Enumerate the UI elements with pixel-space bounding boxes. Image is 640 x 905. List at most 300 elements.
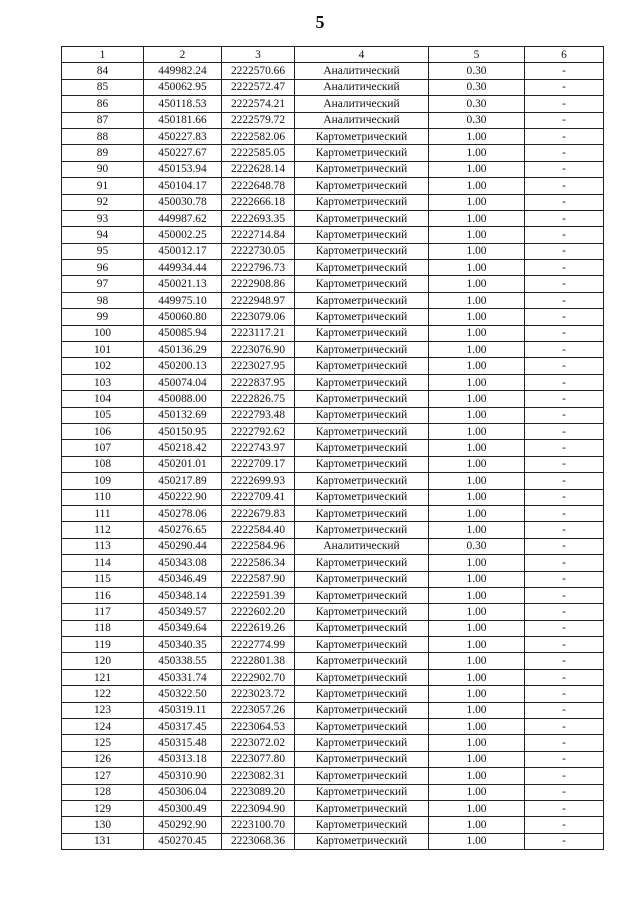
x-coordinate-cell: 450270.45: [144, 833, 222, 849]
accuracy-cell: 1.00: [429, 194, 525, 210]
y-coordinate-cell: 2223027.95: [222, 358, 295, 374]
method-cell: Картометрический: [295, 440, 429, 456]
x-coordinate-cell: 450349.64: [144, 620, 222, 636]
description-cell: -: [525, 325, 604, 341]
accuracy-cell: 1.00: [429, 653, 525, 669]
y-coordinate-cell: 2223068.36: [222, 833, 295, 849]
description-cell: -: [525, 194, 604, 210]
description-cell: -: [525, 522, 604, 538]
table-row: [62, 637, 604, 653]
description-cell: -: [525, 227, 604, 243]
y-coordinate-cell: 2223077.80: [222, 751, 295, 767]
point-number-cell: 111: [62, 505, 144, 521]
table-row: [62, 161, 604, 177]
header-row: [62, 47, 604, 63]
point-number-cell: 103: [62, 374, 144, 390]
y-coordinate-cell: 2222591.39: [222, 587, 295, 603]
accuracy-cell: 1.00: [429, 833, 525, 849]
y-coordinate-cell: 2222574.21: [222, 96, 295, 112]
table-row: [62, 620, 604, 636]
table-row: [62, 800, 604, 816]
x-coordinate-cell: 450292.90: [144, 817, 222, 833]
method-cell: Картометрический: [295, 587, 429, 603]
table-row: [62, 260, 604, 276]
point-number-cell: 97: [62, 276, 144, 292]
point-number-cell: 108: [62, 456, 144, 472]
y-coordinate-cell: 2223089.20: [222, 784, 295, 800]
description-cell: -: [525, 587, 604, 603]
y-coordinate-cell: 2222587.90: [222, 571, 295, 587]
table-row: [62, 456, 604, 472]
table-row: [62, 702, 604, 718]
method-cell: Картометрический: [295, 178, 429, 194]
accuracy-cell: 1.00: [429, 817, 525, 833]
method-cell: Картометрический: [295, 768, 429, 784]
description-cell: -: [525, 555, 604, 571]
accuracy-cell: 1.00: [429, 128, 525, 144]
table-row: [62, 342, 604, 358]
table-row: [62, 276, 604, 292]
description-cell: -: [525, 751, 604, 767]
x-coordinate-cell: 450338.55: [144, 653, 222, 669]
accuracy-cell: 0.30: [429, 538, 525, 554]
method-cell: Картометрический: [295, 555, 429, 571]
table-row: [62, 604, 604, 620]
description-cell: -: [525, 309, 604, 325]
y-coordinate-cell: 2223064.53: [222, 719, 295, 735]
y-coordinate-cell: 2222572.47: [222, 79, 295, 95]
point-number-cell: 131: [62, 833, 144, 849]
method-cell: Картометрический: [295, 686, 429, 702]
column-header-1: 1: [62, 47, 144, 63]
description-cell: -: [525, 489, 604, 505]
point-number-cell: 125: [62, 735, 144, 751]
y-coordinate-cell: 2222693.35: [222, 210, 295, 226]
accuracy-cell: 0.30: [429, 112, 525, 128]
point-number-cell: 106: [62, 423, 144, 439]
accuracy-cell: 1.00: [429, 358, 525, 374]
method-cell: Картометрический: [295, 653, 429, 669]
x-coordinate-cell: 450315.48: [144, 735, 222, 751]
y-coordinate-cell: 2223076.90: [222, 342, 295, 358]
point-number-cell: 96: [62, 260, 144, 276]
x-coordinate-cell: 449982.24: [144, 63, 222, 79]
y-coordinate-cell: 2222792.62: [222, 423, 295, 439]
description-cell: -: [525, 538, 604, 554]
method-cell: Картометрический: [295, 145, 429, 161]
point-number-cell: 130: [62, 817, 144, 833]
method-cell: Картометрический: [295, 243, 429, 259]
point-number-cell: 117: [62, 604, 144, 620]
point-number-cell: 98: [62, 292, 144, 308]
table-row: [62, 96, 604, 112]
y-coordinate-cell: 2222584.96: [222, 538, 295, 554]
x-coordinate-cell: 450132.69: [144, 407, 222, 423]
method-cell: Картометрический: [295, 374, 429, 390]
y-coordinate-cell: 2223079.06: [222, 309, 295, 325]
accuracy-cell: 1.00: [429, 604, 525, 620]
x-coordinate-cell: 450317.45: [144, 719, 222, 735]
method-cell: Картометрический: [295, 260, 429, 276]
accuracy-cell: 1.00: [429, 309, 525, 325]
method-cell: Картометрический: [295, 489, 429, 505]
accuracy-cell: 1.00: [429, 276, 525, 292]
accuracy-cell: 1.00: [429, 145, 525, 161]
y-coordinate-cell: 2223057.26: [222, 702, 295, 718]
point-number-cell: 84: [62, 63, 144, 79]
point-number-cell: 101: [62, 342, 144, 358]
accuracy-cell: 1.00: [429, 620, 525, 636]
description-cell: -: [525, 374, 604, 390]
description-cell: -: [525, 358, 604, 374]
description-cell: -: [525, 768, 604, 784]
y-coordinate-cell: 2222796.73: [222, 260, 295, 276]
x-coordinate-cell: 450104.17: [144, 178, 222, 194]
description-cell: -: [525, 473, 604, 489]
accuracy-cell: 1.00: [429, 161, 525, 177]
accuracy-cell: 1.00: [429, 571, 525, 587]
point-number-cell: 85: [62, 79, 144, 95]
method-cell: Аналитический: [295, 538, 429, 554]
accuracy-cell: 1.00: [429, 374, 525, 390]
description-cell: -: [525, 96, 604, 112]
y-coordinate-cell: 2222619.26: [222, 620, 295, 636]
accuracy-cell: 1.00: [429, 423, 525, 439]
point-number-cell: 124: [62, 719, 144, 735]
point-number-cell: 100: [62, 325, 144, 341]
accuracy-cell: 0.30: [429, 63, 525, 79]
table-row: [62, 194, 604, 210]
column-header-5: 5: [429, 47, 525, 63]
y-coordinate-cell: 2222628.14: [222, 161, 295, 177]
x-coordinate-cell: 449975.10: [144, 292, 222, 308]
x-coordinate-cell: 450331.74: [144, 669, 222, 685]
table-row: [62, 473, 604, 489]
accuracy-cell: 1.00: [429, 342, 525, 358]
table-row: [62, 423, 604, 439]
method-cell: Аналитический: [295, 112, 429, 128]
y-coordinate-cell: 2223094.90: [222, 800, 295, 816]
point-number-cell: 112: [62, 522, 144, 538]
column-header-3: 3: [222, 47, 295, 63]
y-coordinate-cell: 2222666.18: [222, 194, 295, 210]
point-number-cell: 93: [62, 210, 144, 226]
point-number-cell: 115: [62, 571, 144, 587]
description-cell: -: [525, 210, 604, 226]
column-header-6: 6: [525, 47, 604, 63]
point-number-cell: 123: [62, 702, 144, 718]
description-cell: -: [525, 784, 604, 800]
description-cell: -: [525, 407, 604, 423]
y-coordinate-cell: 2222582.06: [222, 128, 295, 144]
accuracy-cell: 1.00: [429, 587, 525, 603]
accuracy-cell: 1.00: [429, 178, 525, 194]
x-coordinate-cell: 450313.18: [144, 751, 222, 767]
table-row: [62, 735, 604, 751]
x-coordinate-cell: 450310.90: [144, 768, 222, 784]
method-cell: Картометрический: [295, 751, 429, 767]
accuracy-cell: 1.00: [429, 260, 525, 276]
x-coordinate-cell: 450181.66: [144, 112, 222, 128]
description-cell: -: [525, 571, 604, 587]
point-number-cell: 107: [62, 440, 144, 456]
point-number-cell: 95: [62, 243, 144, 259]
point-number-cell: 86: [62, 96, 144, 112]
point-number-cell: 89: [62, 145, 144, 161]
method-cell: Картометрический: [295, 456, 429, 472]
x-coordinate-cell: 450276.65: [144, 522, 222, 538]
accuracy-cell: 1.00: [429, 555, 525, 571]
y-coordinate-cell: 2222793.48: [222, 407, 295, 423]
x-coordinate-cell: 450012.17: [144, 243, 222, 259]
page-number: 5: [315, 12, 325, 32]
description-cell: -: [525, 653, 604, 669]
table-row: [62, 145, 604, 161]
table-row: [62, 309, 604, 325]
table-row: [62, 768, 604, 784]
y-coordinate-cell: 2222602.20: [222, 604, 295, 620]
point-number-cell: 92: [62, 194, 144, 210]
x-coordinate-cell: 450227.83: [144, 128, 222, 144]
table-row: [62, 833, 604, 849]
method-cell: Картометрический: [295, 309, 429, 325]
x-coordinate-cell: 450218.42: [144, 440, 222, 456]
y-coordinate-cell: 2222699.93: [222, 473, 295, 489]
method-cell: Картометрический: [295, 505, 429, 521]
y-coordinate-cell: 2222774.99: [222, 637, 295, 653]
method-cell: Картометрический: [295, 800, 429, 816]
x-coordinate-cell: 450322.50: [144, 686, 222, 702]
x-coordinate-cell: 450217.89: [144, 473, 222, 489]
accuracy-cell: 1.00: [429, 456, 525, 472]
point-number-cell: 94: [62, 227, 144, 243]
y-coordinate-cell: 2222570.66: [222, 63, 295, 79]
y-coordinate-cell: 2222579.72: [222, 112, 295, 128]
table-row: [62, 407, 604, 423]
accuracy-cell: 1.00: [429, 784, 525, 800]
description-cell: -: [525, 260, 604, 276]
table-row: [62, 505, 604, 521]
table-row: [62, 719, 604, 735]
accuracy-cell: 1.00: [429, 768, 525, 784]
table-row: [62, 571, 604, 587]
accuracy-cell: 0.30: [429, 79, 525, 95]
method-cell: Картометрический: [295, 473, 429, 489]
table-row: [62, 817, 604, 833]
accuracy-cell: 1.00: [429, 751, 525, 767]
table-row: [62, 128, 604, 144]
description-cell: -: [525, 440, 604, 456]
accuracy-cell: 1.00: [429, 292, 525, 308]
table-row: [62, 243, 604, 259]
accuracy-cell: 1.00: [429, 637, 525, 653]
description-cell: -: [525, 161, 604, 177]
description-cell: -: [525, 735, 604, 751]
y-coordinate-cell: 2222730.05: [222, 243, 295, 259]
description-cell: -: [525, 79, 604, 95]
y-coordinate-cell: 2222679.83: [222, 505, 295, 521]
description-cell: -: [525, 669, 604, 685]
y-coordinate-cell: 2222714.84: [222, 227, 295, 243]
description-cell: -: [525, 112, 604, 128]
x-coordinate-cell: 450021.13: [144, 276, 222, 292]
y-coordinate-cell: 2222586.34: [222, 555, 295, 571]
point-number-cell: 128: [62, 784, 144, 800]
point-number-cell: 104: [62, 391, 144, 407]
description-cell: -: [525, 391, 604, 407]
x-coordinate-cell: 449934.44: [144, 260, 222, 276]
method-cell: Картометрический: [295, 522, 429, 538]
method-cell: Картометрический: [295, 571, 429, 587]
point-number-cell: 88: [62, 128, 144, 144]
table-row: [62, 210, 604, 226]
table-row: [62, 440, 604, 456]
table-body: [62, 63, 604, 850]
description-cell: -: [525, 178, 604, 194]
table-row: [62, 227, 604, 243]
table-row: [62, 653, 604, 669]
x-coordinate-cell: 450085.94: [144, 325, 222, 341]
x-coordinate-cell: 450319.11: [144, 702, 222, 718]
method-cell: Картометрический: [295, 702, 429, 718]
x-coordinate-cell: 450136.29: [144, 342, 222, 358]
x-coordinate-cell: 450306.04: [144, 784, 222, 800]
y-coordinate-cell: 2222948.97: [222, 292, 295, 308]
point-number-cell: 110: [62, 489, 144, 505]
x-coordinate-cell: 450088.00: [144, 391, 222, 407]
y-coordinate-cell: 2222709.41: [222, 489, 295, 505]
x-coordinate-cell: 450222.90: [144, 489, 222, 505]
x-coordinate-cell: 450201.01: [144, 456, 222, 472]
method-cell: Картометрический: [295, 637, 429, 653]
accuracy-cell: 1.00: [429, 505, 525, 521]
table-row: [62, 587, 604, 603]
x-coordinate-cell: 450300.49: [144, 800, 222, 816]
point-number-cell: 87: [62, 112, 144, 128]
x-coordinate-cell: 450002.25: [144, 227, 222, 243]
x-coordinate-cell: 450062.95: [144, 79, 222, 95]
method-cell: Картометрический: [295, 161, 429, 177]
point-number-cell: 105: [62, 407, 144, 423]
method-cell: Картометрический: [295, 342, 429, 358]
point-number-cell: 109: [62, 473, 144, 489]
y-coordinate-cell: 2222826.75: [222, 391, 295, 407]
x-coordinate-cell: 450343.08: [144, 555, 222, 571]
method-cell: Аналитический: [295, 79, 429, 95]
method-cell: Картометрический: [295, 407, 429, 423]
coordinates-table: [61, 46, 604, 850]
method-cell: Картометрический: [295, 292, 429, 308]
point-number-cell: 120: [62, 653, 144, 669]
point-number-cell: 129: [62, 800, 144, 816]
table-row: [62, 325, 604, 341]
description-cell: -: [525, 292, 604, 308]
method-cell: Картометрический: [295, 735, 429, 751]
point-number-cell: 127: [62, 768, 144, 784]
column-header-2: 2: [144, 47, 222, 63]
method-cell: Аналитический: [295, 63, 429, 79]
accuracy-cell: 1.00: [429, 489, 525, 505]
point-number-cell: 122: [62, 686, 144, 702]
y-coordinate-cell: 2222585.05: [222, 145, 295, 161]
description-cell: -: [525, 342, 604, 358]
table-row: [62, 63, 604, 79]
accuracy-cell: 1.00: [429, 473, 525, 489]
method-cell: Картометрический: [295, 128, 429, 144]
description-cell: -: [525, 505, 604, 521]
point-number-cell: 91: [62, 178, 144, 194]
description-cell: -: [525, 637, 604, 653]
point-number-cell: 126: [62, 751, 144, 767]
table-row: [62, 374, 604, 390]
description-cell: -: [525, 243, 604, 259]
x-coordinate-cell: 450290.44: [144, 538, 222, 554]
x-coordinate-cell: 450030.78: [144, 194, 222, 210]
point-number-cell: 121: [62, 669, 144, 685]
table-row: [62, 112, 604, 128]
accuracy-cell: 1.00: [429, 227, 525, 243]
method-cell: Картометрический: [295, 669, 429, 685]
point-number-cell: 99: [62, 309, 144, 325]
accuracy-cell: 1.00: [429, 243, 525, 259]
y-coordinate-cell: 2222908.86: [222, 276, 295, 292]
table-row: [62, 555, 604, 571]
point-number-cell: 102: [62, 358, 144, 374]
table-row: [62, 784, 604, 800]
table-row: [62, 751, 604, 767]
point-number-cell: 113: [62, 538, 144, 554]
x-coordinate-cell: 449987.62: [144, 210, 222, 226]
x-coordinate-cell: 450340.35: [144, 637, 222, 653]
column-header-4: 4: [295, 47, 429, 63]
description-cell: -: [525, 817, 604, 833]
x-coordinate-cell: 450348.14: [144, 587, 222, 603]
description-cell: -: [525, 833, 604, 849]
table-row: [62, 178, 604, 194]
y-coordinate-cell: 2222709.17: [222, 456, 295, 472]
accuracy-cell: 1.00: [429, 719, 525, 735]
description-cell: -: [525, 456, 604, 472]
description-cell: -: [525, 128, 604, 144]
x-coordinate-cell: 450074.04: [144, 374, 222, 390]
method-cell: Аналитический: [295, 96, 429, 112]
table-row: [62, 686, 604, 702]
description-cell: -: [525, 423, 604, 439]
accuracy-cell: 1.00: [429, 210, 525, 226]
description-cell: -: [525, 702, 604, 718]
method-cell: Картометрический: [295, 325, 429, 341]
y-coordinate-cell: 2222743.97: [222, 440, 295, 456]
method-cell: Картометрический: [295, 620, 429, 636]
method-cell: Картометрический: [295, 194, 429, 210]
y-coordinate-cell: 2222837.95: [222, 374, 295, 390]
x-coordinate-cell: 450118.53: [144, 96, 222, 112]
description-cell: -: [525, 276, 604, 292]
y-coordinate-cell: 2223023.72: [222, 686, 295, 702]
y-coordinate-cell: 2222902.70: [222, 669, 295, 685]
method-cell: Картометрический: [295, 719, 429, 735]
y-coordinate-cell: 2222648.78: [222, 178, 295, 194]
point-number-cell: 90: [62, 161, 144, 177]
x-coordinate-cell: 450227.67: [144, 145, 222, 161]
accuracy-cell: 1.00: [429, 702, 525, 718]
accuracy-cell: 1.00: [429, 440, 525, 456]
method-cell: Картометрический: [295, 227, 429, 243]
method-cell: Картометрический: [295, 423, 429, 439]
x-coordinate-cell: 450153.94: [144, 161, 222, 177]
table-row: [62, 522, 604, 538]
accuracy-cell: 1.00: [429, 735, 525, 751]
